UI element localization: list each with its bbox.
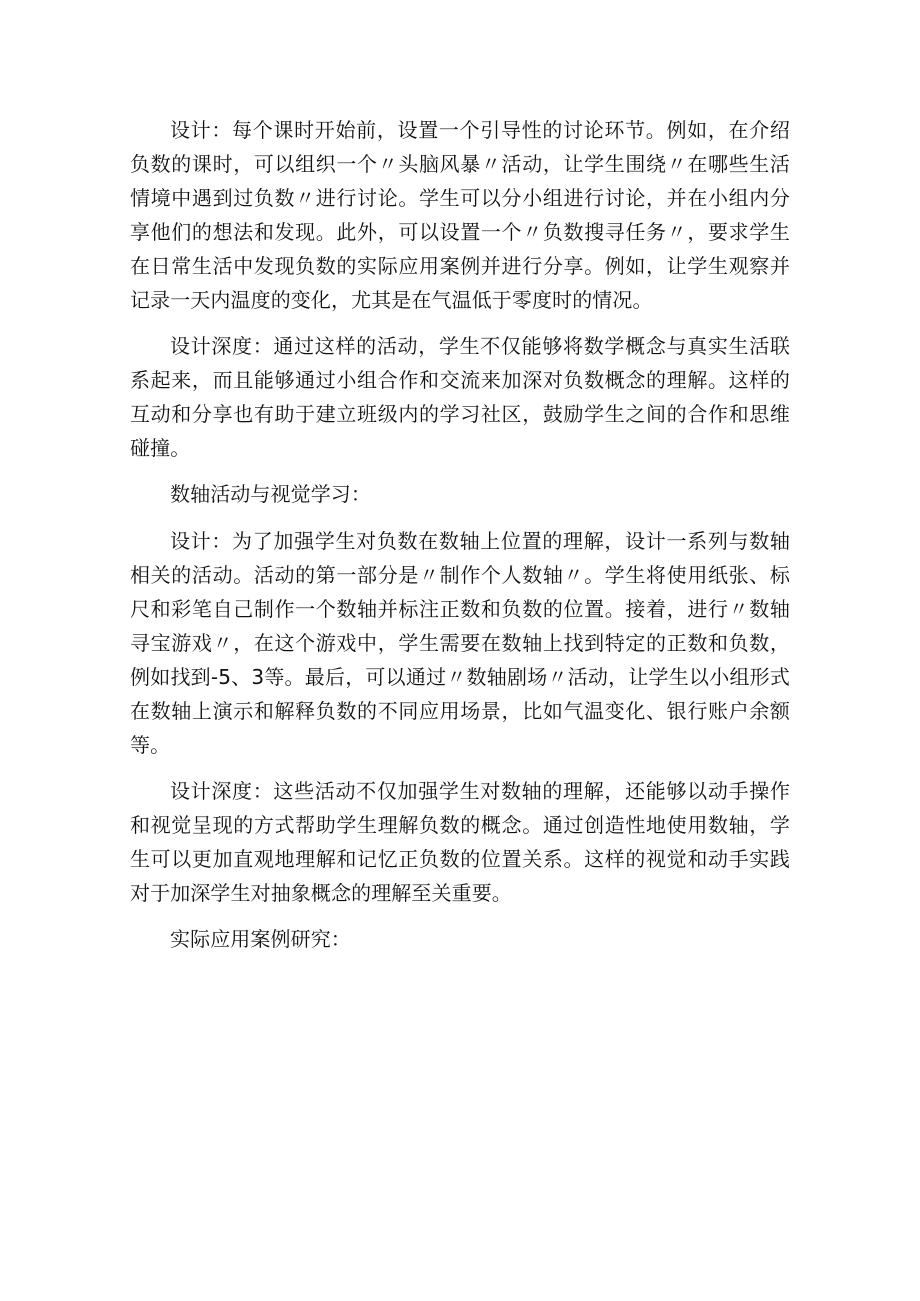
paragraph-design-discussion: 设计：每个课时开始前，设置一个引导性的讨论环节。例如，在介绍负数的课时，可以组织一个〃头脑风暴〃活动，让学生围绕〃在哪些生活情境中遇到过负数〃进行讨论。学生可以分小组进行讨论，并在小组内分享他们的想法和发现。此外，可以设置一个〃负数搜寻任务〃，要求学生在日常生活中发现负数的实际应用案例并进行分享。例如，让学生观察并记录一天内温度的变化，尤其是在气温低于零度时的情况。 — [130, 118, 790, 312]
document-body — [130, 113, 790, 969]
section-heading-number-line: 数轴活动与视觉学习： — [170, 482, 371, 506]
paragraph-design-depth-discussion: 设计深度：通过这样的活动，学生不仅能够将数学概念与真实生活联系起来，而且能够通过小组合作和交流来加深对负数概念的理解。这样的互动和分享也有助于建立班级内的学习社区，鼓励学生之间的合作和思维碰撞。 — [130, 334, 790, 460]
section-heading-case-study: 实际应用案例研究： — [170, 927, 351, 951]
paragraph-design-depth-number-line: 设计深度：这些活动不仅加强学生对数轴的理解，还能够以动手操作和视觉呈现的方式帮助学生理解负数的概念。通过创造性地使用数轴，学生可以更加直观地理解和记忆正负数的位置关系。这样的视觉和动手实践对于加深学生对抽象概念的理解至关重要。 — [130, 779, 790, 905]
paragraph-design-number-line: 设计：为了加强学生对负数在数轴上位置的理解，设计一系列与数轴相关的活动。活动的第一部分是〃制作个人数轴〃。学生将使用纸张、标尺和彩笔自己制作一个数轴并标注正数和负数的位置。接着，进行〃数轴寻宝游戏〃，在这个游戏中，学生需要在数轴上找到特定的正数和负数，例如找到-5、3等。最后，可以通过〃数轴剧场〃活动，让学生以小组形式在数轴上演示和解释负数的不同应用场景，比如气温变化、银行账户余额等。 — [130, 529, 790, 757]
